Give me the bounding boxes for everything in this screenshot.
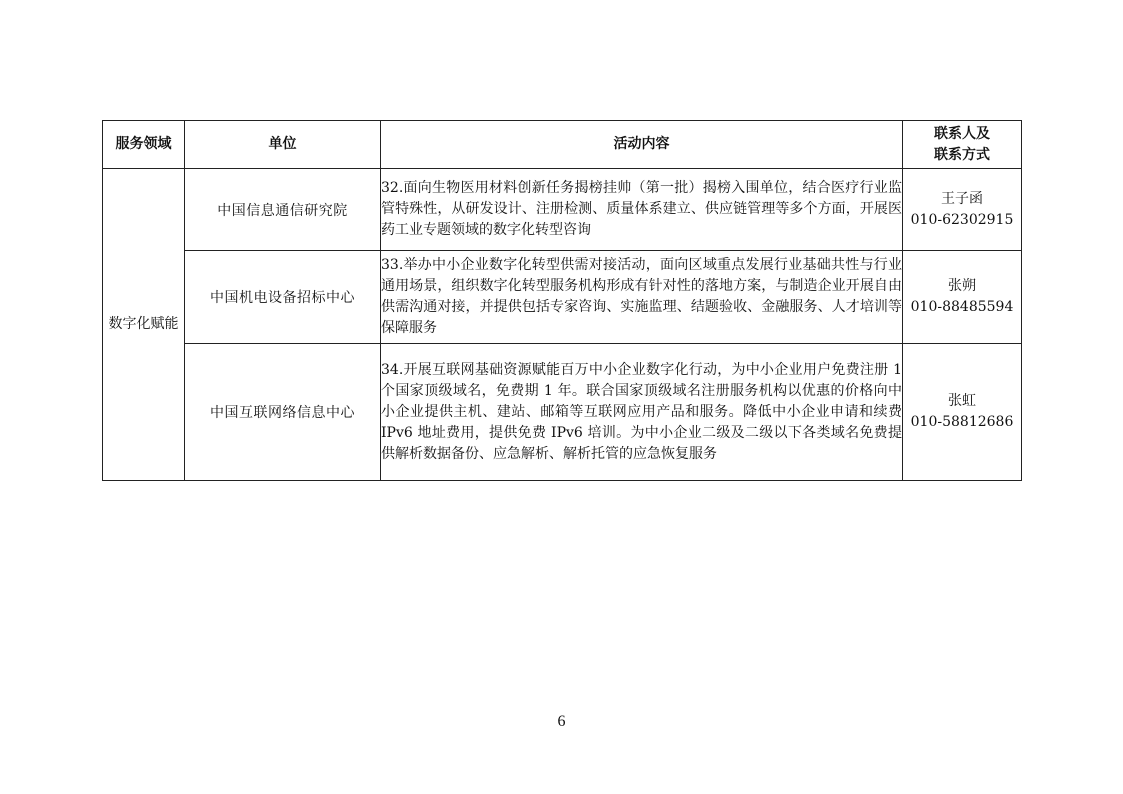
header-unit: 单位 (185, 121, 381, 169)
contact-cell (903, 251, 1022, 344)
contact-name: 王子函 (941, 190, 983, 207)
domain-cell: 数字化赋能 (103, 169, 185, 481)
activity-cell: 32.面向生物医用材料创新任务揭榜挂帅（第一批）揭榜入围单位，结合医疗行业监管特殊性，从研发设计、注册检测、质量体系建立、供应链管理等多个方面，开展医药工业专题领域的数字化转型咨询 (381, 169, 903, 251)
contact-cell (903, 344, 1022, 481)
header-contact (903, 121, 1022, 169)
contact-name: 张朔 (948, 278, 976, 294)
contact-phone: 010-62302915 (910, 211, 1014, 228)
unit-cell: 中国机电设备招标中心 (185, 251, 381, 344)
table-row (103, 344, 1022, 481)
contact-name: 张虹 (948, 393, 976, 409)
unit-cell: 中国信息通信研究院 (185, 169, 381, 251)
table-row (103, 169, 1022, 251)
header-contact-line2: 联系方式 (934, 146, 990, 163)
header-activity: 活动内容 (381, 121, 903, 169)
header-contact-line1: 联系人及 (934, 125, 990, 142)
activity-cell: 34.开展互联网基础资源赋能百万中小企业数字化行动，为中小企业用户免费注册 1 个国家顶级域名，免费期 1 年。联合国家顶级域名注册服务机构以优惠的价格向中小企业提供主机、建站、邮箱等互联网应用产品和服务。降低中小企业申请和续费 IPv6 地址费用，提供免费 IPv6 培训。为中小企业二级及二级以下各类域名免费提供解析数据备份、应急解析、解析托管的应急恢复服务 (381, 344, 903, 481)
contact-cell (903, 169, 1022, 251)
service-table (102, 120, 1022, 481)
contact-phone: 010-88485594 (910, 299, 1014, 315)
unit-cell: 中国互联网络信息中心 (185, 344, 381, 481)
header-domain: 服务领域 (103, 121, 185, 169)
table-row (103, 251, 1022, 344)
activity-cell: 33.举办中小企业数字化转型供需对接活动，面向区域重点发展行业基础共性与行业通用场景，组织数字化转型服务机构形成有针对性的落地方案，与制造企业开展自由供需沟通对接，并提供包括专家咨询、实施监理、结题验收、金融服务、人才培训等保障服务 (381, 251, 903, 344)
page-number: 6 (557, 713, 566, 730)
contact-phone: 010-58812686 (910, 414, 1014, 430)
table-header-row (103, 121, 1022, 169)
